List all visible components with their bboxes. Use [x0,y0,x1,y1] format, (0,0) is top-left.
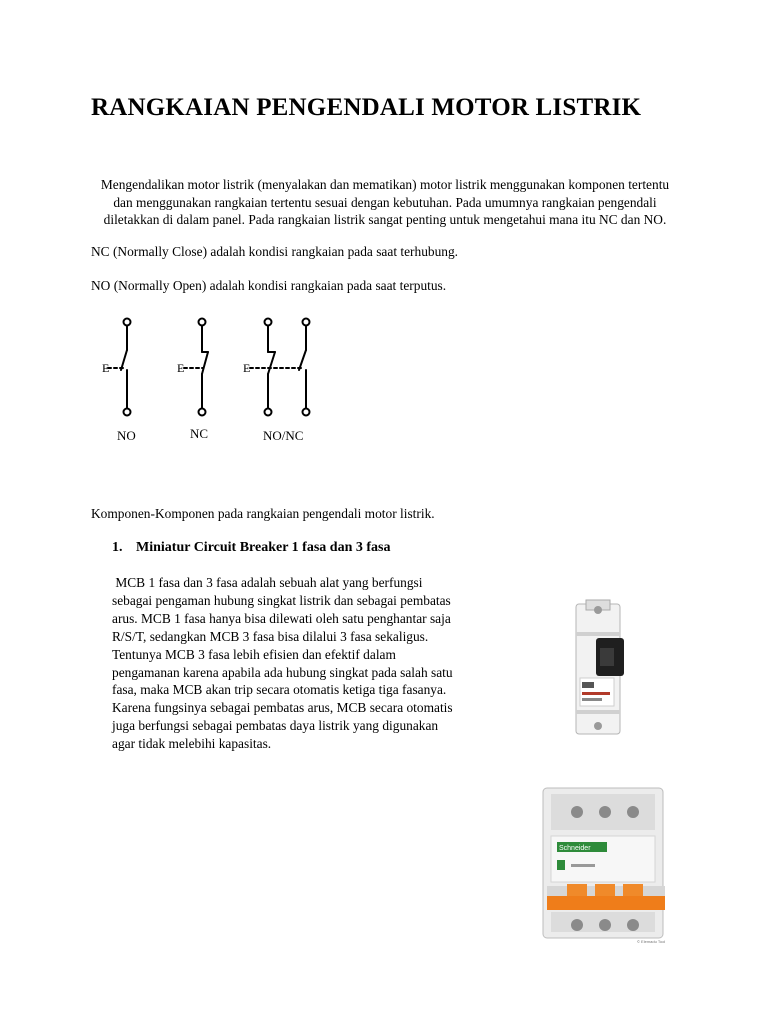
image-credit: © Elemadu Tool [637,939,666,944]
mcb-1-fasa-image [562,598,634,740]
intro-line: dan menggunakan rangkaian tertentu sesuai dengan kebutuhan. Pada umumnya rangkaian pengendali [113,194,657,210]
nonc-contact-symbol [250,319,310,416]
text-line: pengamanan karena apabila ada hubung singkat pada salah satu [112,664,453,680]
nc-definition: NC (Normally Close) adalah kondisi rangkaian pada saat terhubung. [91,244,459,259]
text-line: juga berfungsi sebagai pembatas daya listrik yang digunakan [112,718,439,734]
no-label: NO [117,428,136,443]
actuator-label: E [177,361,185,375]
nc-label: NC [190,426,209,441]
text-line: Tentunya MCB 3 fasa lebih efisien dan efektif dalam [112,646,396,662]
components-intro: Komponen-Komponen pada rangkaian pengendali motor listrik. [91,506,435,521]
nc-contact-symbol [184,319,208,416]
mcb-description [112,574,512,753]
actuator-label: E [102,361,110,375]
mcb-3-fasa-image [537,780,679,946]
text-line: MCB 1 fasa dan 3 fasa adalah sebuah alat yang berfungsi [112,575,423,590]
text-line: agar tidak melebihi kapasitas. [112,736,272,752]
brand-label: Schneider [559,845,591,852]
list-heading-text: Miniatur Circuit Breaker 1 fasa dan 3 fasa [136,540,391,555]
list-item-heading [112,540,390,556]
page-title: RANGKAIAN PENGENDALI MOTOR LISTRIK [91,94,642,121]
no-contact-symbol [108,319,131,416]
text-line: fasa, maka MCB akan trip secara otomatis ketiga tiga fasanya. [112,682,447,698]
intro-line: Mengendalikan motor listrik (menyalakan dan mematikan) motor listrik menggunakan komponen tertentu [100,177,670,192]
intro-line: diletakkan di dalam panel. Pada rangkaian listrik sangat penting untuk mengetahui mana itu NC dan NO. [103,212,667,227]
intro-paragraph [85,176,685,229]
text-line: R/S/T, sedangkan MCB 3 fasa bisa dilalui 3 fasa sekaligus. [112,628,429,644]
actuator-label: E [243,361,251,375]
nonc-label: NO/NC [263,428,304,443]
text-line: sebagai pengaman hubung singkat listrik dan sebagai pembatas [112,592,451,608]
text-line: Karena fungsinya sebagai pembatas arus, MCB secara otomatis [112,700,453,716]
contact-symbols-diagram [92,312,332,450]
list-number: 1. [112,540,123,555]
text-line: arus. MCB 1 fasa hanya bisa dilewati oleh satu penghantar saja [112,610,451,626]
no-definition: NO (Normally Open) adalah kondisi rangkaian pada saat terputus. [91,278,447,293]
